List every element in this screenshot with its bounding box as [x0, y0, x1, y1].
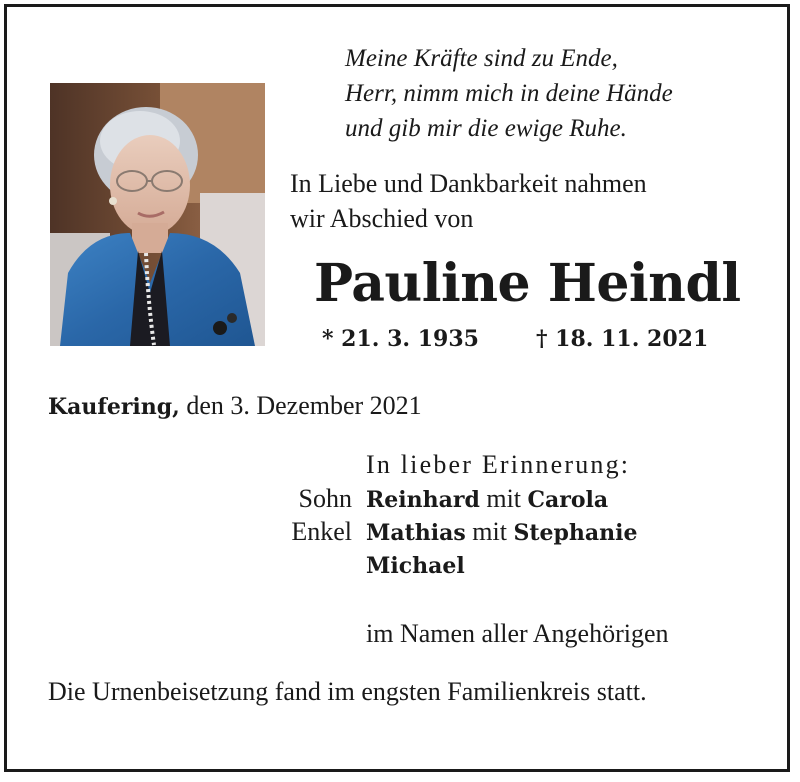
- relative-connector: mit: [472, 517, 507, 546]
- relative-label-grandchildren: Enkel: [291, 517, 352, 546]
- death-date: † 18. 11. 2021: [536, 326, 709, 352]
- relative-name: Mathias: [366, 520, 466, 546]
- memory-heading: In lieber Erinnerung:: [366, 450, 631, 479]
- relatives-closing: im Namen aller Angehörigen: [366, 619, 669, 648]
- deceased-name: Pauline Heindl: [314, 253, 741, 314]
- relative-names-grandchildren: [366, 515, 637, 550]
- farewell-intro: In Liebe und Dankbarkeit nahmen wir Abschied von: [290, 169, 647, 233]
- relative-name: Carola: [527, 487, 609, 513]
- relative-name: Stephanie: [513, 520, 638, 546]
- birth-date: * 21. 3. 1935: [322, 326, 479, 352]
- relative-names-grandchild-2: [366, 548, 465, 583]
- place-date-line: [48, 389, 422, 424]
- poem-verse: Meine Kräfte sind zu Ende, Herr, nimm mich in deine Hände und gib mir die ewige Ruhe.: [345, 45, 673, 142]
- portrait-photo: [50, 83, 265, 346]
- life-dates: [322, 323, 709, 355]
- burial-note: Die Urnenbeisetzung fand im engsten Familienkreis statt.: [48, 677, 647, 706]
- place-name: Kaufering,: [48, 394, 180, 420]
- notice-date: den 3. Dezember 2021: [186, 391, 422, 420]
- relative-name: Reinhard: [366, 487, 480, 513]
- portrait-image: [50, 83, 265, 346]
- relative-name: Michael: [366, 553, 465, 579]
- relative-connector: mit: [486, 484, 522, 513]
- relative-names-son: [366, 482, 608, 517]
- relative-label-son: Sohn: [298, 484, 352, 513]
